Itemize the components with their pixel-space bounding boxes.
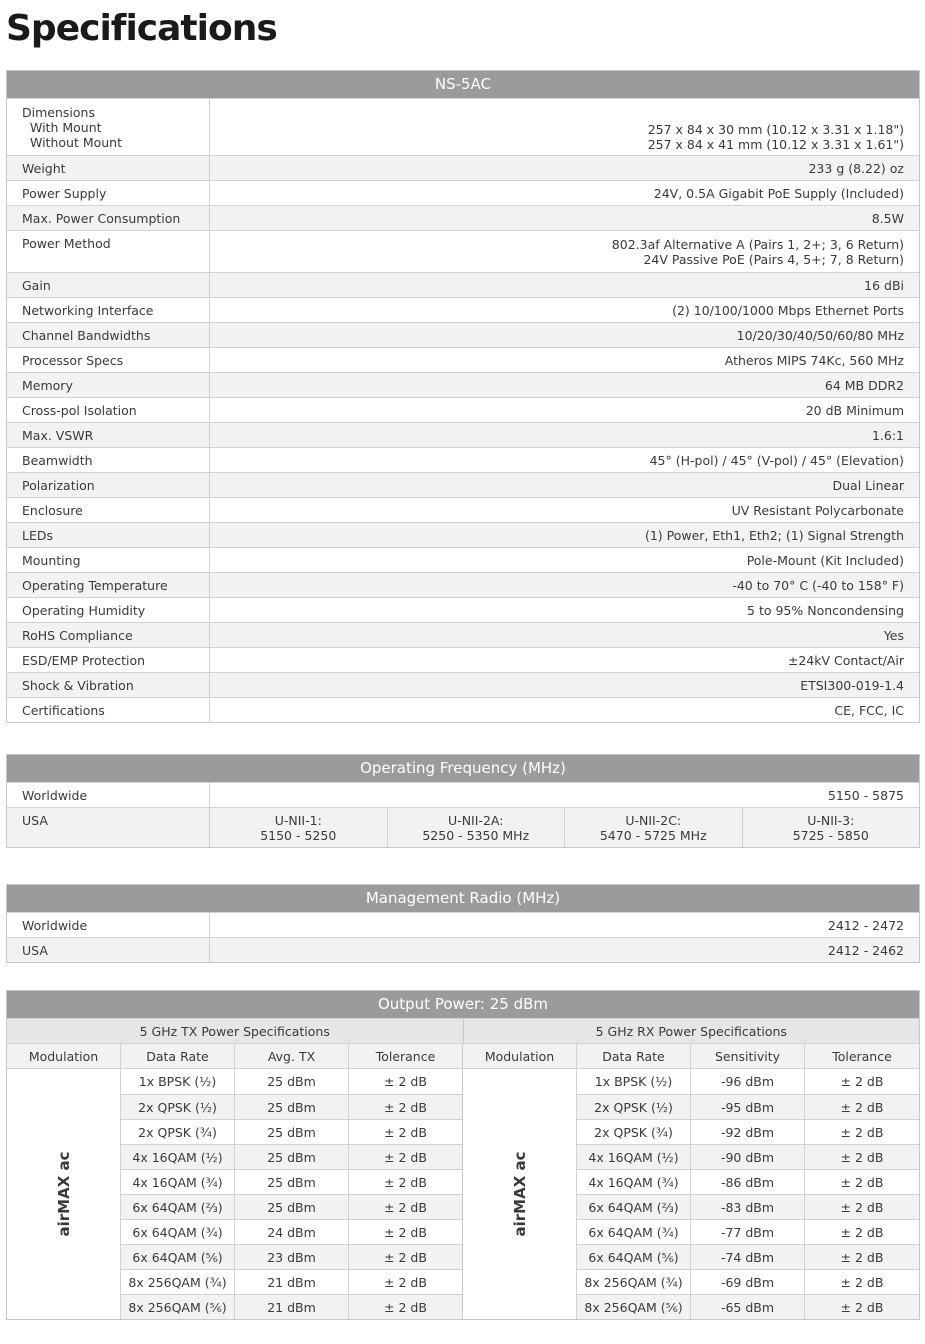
- tx-cell: 2x QPSK (½): [121, 1095, 235, 1119]
- rx-column-header: Data Rate: [577, 1044, 691, 1068]
- with-mount-value: 257 x 84 x 30 mm (10.12 x 3.31 x 1.18"): [647, 122, 904, 137]
- rx-cell: ± 2 dB: [840, 1225, 884, 1240]
- rx-cell: 4x 16QAM (¾): [577, 1170, 691, 1194]
- table-row: [577, 1194, 919, 1219]
- worldwide-value: 5150 - 5875: [827, 787, 904, 803]
- table-row: [7, 572, 919, 597]
- tx-cell: ± 2 dB: [384, 1074, 427, 1089]
- table-row: [7, 782, 919, 807]
- row-label: Memory: [7, 373, 210, 397]
- table-row: [577, 1269, 919, 1294]
- table-row: [121, 1169, 462, 1194]
- tx-cell: 25 dBm: [235, 1195, 349, 1219]
- rx-cell: 8x 256QAM (⅚): [577, 1295, 691, 1319]
- table-row: [7, 322, 919, 347]
- row-label: Operating Temperature: [7, 573, 210, 597]
- row-value: 16 dBi: [864, 277, 904, 293]
- rx-spec-title: 5 GHz RX Power Specifications: [595, 1024, 787, 1039]
- band-name: U-NII-1:: [274, 812, 322, 828]
- tx-cell: 8x 256QAM (¾): [121, 1270, 235, 1294]
- table-row: [577, 1244, 919, 1269]
- row-value: 1.6:1: [871, 427, 904, 443]
- rx-cell: ± 2 dB: [840, 1175, 884, 1190]
- rx-cell: -74 dBm: [691, 1245, 805, 1269]
- tx-cell: 24 dBm: [235, 1220, 349, 1244]
- usa-band-cell: [210, 808, 388, 847]
- row-value: Atheros MIPS 74Kc, 560 MHz: [724, 352, 904, 368]
- row-value: ±24kV Contact/Air: [787, 652, 904, 668]
- tx-cell: ± 2 dB: [384, 1200, 427, 1215]
- without-mount-value: 257 x 84 x 41 mm (10.12 x 3.31 x 1.61"): [647, 137, 904, 152]
- rx-cell: -95 dBm: [691, 1095, 805, 1119]
- row-label: Worldwide: [7, 913, 210, 937]
- row-label: Gain: [7, 273, 210, 297]
- rx-column-header: Sensitivity: [691, 1044, 805, 1068]
- tx-column-header: Modulation: [7, 1044, 121, 1068]
- rx-cell: -92 dBm: [691, 1120, 805, 1144]
- row-label: Certifications: [7, 698, 210, 722]
- tx-modulation-label: airMAX ac: [54, 1151, 73, 1237]
- management-radio-table: [6, 884, 920, 963]
- table-row: [121, 1069, 462, 1094]
- table-row: [7, 522, 919, 547]
- table-row: [7, 937, 919, 962]
- rx-cell: -96 dBm: [691, 1069, 805, 1094]
- rx-cell: -69 dBm: [691, 1270, 805, 1294]
- tx-cell: 21 dBm: [235, 1295, 349, 1319]
- row-label: Max. VSWR: [7, 423, 210, 447]
- usa-label: USA: [7, 808, 210, 847]
- table-row: [7, 180, 919, 205]
- tx-cell: ± 2 dB: [384, 1125, 427, 1140]
- row-value: ETSI300-019-1.4: [800, 677, 904, 693]
- table-row: [7, 205, 919, 230]
- tx-column-header: Avg. TX: [235, 1044, 349, 1068]
- without-mount-label: Without Mount: [30, 134, 123, 150]
- table-row: [577, 1069, 919, 1094]
- rx-column-header: Modulation: [463, 1044, 577, 1068]
- tx-cell: 23 dBm: [235, 1245, 349, 1269]
- rx-cell: ± 2 dB: [840, 1100, 884, 1115]
- band-range: 5725 - 5850: [792, 827, 869, 843]
- table-row: [121, 1094, 462, 1119]
- table-row: [7, 807, 919, 847]
- rx-cell: 6x 64QAM (¾): [577, 1220, 691, 1244]
- rx-cell: ± 2 dB: [840, 1300, 884, 1315]
- table-row: [7, 672, 919, 697]
- row-label: LEDs: [7, 523, 210, 547]
- table-row: [7, 230, 919, 272]
- table-row: [121, 1244, 462, 1269]
- row-label: Beamwidth: [7, 448, 210, 472]
- row-value: 64 MB DDR2: [824, 377, 904, 393]
- table-row: [577, 1169, 919, 1194]
- row-value: Pole-Mount (Kit Included): [746, 552, 904, 568]
- row-label: Processor Specs: [7, 348, 210, 372]
- tx-cell: 8x 256QAM (⅚): [121, 1295, 235, 1319]
- usa-band-cell: [565, 808, 743, 847]
- band-name: U-NII-3:: [807, 812, 855, 828]
- rx-cell: ± 2 dB: [840, 1074, 884, 1089]
- row-label: Channel Bandwidths: [7, 323, 210, 347]
- tx-table: [7, 1069, 463, 1319]
- table-row: [121, 1144, 462, 1169]
- tx-column-header: Data Rate: [121, 1044, 235, 1068]
- row-value: (2) 10/100/1000 Mbps Ethernet Ports: [672, 302, 904, 318]
- table-row: [7, 497, 919, 522]
- rx-cell: 6x 64QAM (⅚): [577, 1245, 691, 1269]
- tx-cell: 25 dBm: [235, 1120, 349, 1144]
- band-name: U-NII-2C:: [625, 812, 682, 828]
- row-label: ESD/EMP Protection: [7, 648, 210, 672]
- with-mount-label: With Mount: [30, 119, 102, 135]
- row-label: Enclosure: [7, 498, 210, 522]
- table-row: [577, 1144, 919, 1169]
- frequency-table-header: Operating Frequency (MHz): [7, 755, 919, 782]
- row-label: Weight: [7, 156, 210, 180]
- table-row: [7, 98, 919, 155]
- tx-cell: 25 dBm: [235, 1170, 349, 1194]
- row-label: RoHS Compliance: [7, 623, 210, 647]
- spec-table-header: NS-5AC: [7, 71, 919, 98]
- table-row: [7, 472, 919, 497]
- row-value: 2412 - 2462: [827, 942, 904, 958]
- tx-cell: 6x 64QAM (¾): [121, 1220, 235, 1244]
- row-label: Networking Interface: [7, 298, 210, 322]
- row-value: 20 dB Minimum: [805, 402, 904, 418]
- table-row: [7, 697, 919, 722]
- band-name: U-NII-2A:: [448, 812, 504, 828]
- table-row: [7, 597, 919, 622]
- row-label: Max. Power Consumption: [7, 206, 210, 230]
- tx-cell: 21 dBm: [235, 1270, 349, 1294]
- row-value: 233 g (8.22) oz: [808, 160, 904, 176]
- band-range: 5250 - 5350 MHz: [422, 827, 530, 843]
- rx-cell: -83 dBm: [691, 1195, 805, 1219]
- worldwide-label: Worldwide: [7, 783, 210, 807]
- rx-modulation-label: airMAX ac: [510, 1151, 529, 1237]
- table-row: [577, 1294, 919, 1319]
- rx-cell: ± 2 dB: [840, 1275, 884, 1290]
- rx-cell: 6x 64QAM (⅔): [577, 1195, 691, 1219]
- tx-cell: 1x BPSK (½): [121, 1069, 235, 1094]
- tx-cell: ± 2 dB: [384, 1300, 427, 1315]
- tx-cell: 25 dBm: [235, 1095, 349, 1119]
- rx-cell: ± 2 dB: [840, 1150, 884, 1165]
- table-row: [7, 447, 919, 472]
- table-row: [7, 547, 919, 572]
- rx-cell: ± 2 dB: [840, 1125, 884, 1140]
- rx-column-header: Tolerance: [832, 1049, 892, 1064]
- usa-band-cell: [743, 808, 920, 847]
- table-row: [7, 422, 919, 447]
- band-range: 5470 - 5725 MHz: [599, 827, 707, 843]
- rx-cell: ± 2 dB: [840, 1250, 884, 1265]
- tx-cell: ± 2 dB: [384, 1225, 427, 1240]
- table-row: [121, 1294, 462, 1319]
- row-label: Cross-pol Isolation: [7, 398, 210, 422]
- rx-cell: 8x 256QAM (¾): [577, 1270, 691, 1294]
- rx-cell: 1x BPSK (½): [577, 1069, 691, 1094]
- row-label: Mounting: [7, 548, 210, 572]
- table-row: [7, 272, 919, 297]
- row-value: CE, FCC, IC: [834, 702, 904, 718]
- rx-cell: -90 dBm: [691, 1145, 805, 1169]
- row-value: (1) Power, Eth1, Eth2; (1) Signal Strength: [644, 527, 904, 543]
- table-row: [7, 397, 919, 422]
- row-value: -40 to 70° C (-40 to 158° F): [732, 577, 904, 593]
- row-label: Polarization: [7, 473, 210, 497]
- tx-cell: 25 dBm: [235, 1145, 349, 1169]
- power-method-value-1: 802.3af Alternative A (Pairs 1, 2+; 3, 6 Return): [611, 236, 904, 252]
- frequency-table: [6, 754, 920, 848]
- table-row: [7, 647, 919, 672]
- rx-cell: 2x QPSK (¾): [577, 1120, 691, 1144]
- row-label: Power Supply: [7, 181, 210, 205]
- tx-cell: 2x QPSK (¾): [121, 1120, 235, 1144]
- row-value: Yes: [883, 627, 904, 643]
- tx-column-header: Tolerance: [375, 1049, 436, 1064]
- output-power-table: [6, 990, 920, 1320]
- page-title: Specifications: [6, 8, 277, 49]
- table-row: [7, 155, 919, 180]
- row-label: Shock & Vibration: [7, 673, 210, 697]
- row-value: 45° (H-pol) / 45° (V-pol) / 45° (Elevation): [649, 452, 904, 468]
- table-row: [577, 1219, 919, 1244]
- tx-cell: ± 2 dB: [384, 1275, 427, 1290]
- tx-cell: ± 2 dB: [384, 1175, 427, 1190]
- table-row: [577, 1094, 919, 1119]
- table-row: [7, 912, 919, 937]
- band-range: 5150 - 5250: [260, 827, 337, 843]
- management-radio-header: Management Radio (MHz): [7, 885, 919, 912]
- row-value: 10/20/30/40/50/60/80 MHz: [736, 327, 904, 343]
- tx-cell: ± 2 dB: [384, 1250, 427, 1265]
- row-value: 2412 - 2472: [827, 917, 904, 933]
- table-row: [577, 1119, 919, 1144]
- tx-cell: ± 2 dB: [384, 1150, 427, 1165]
- tx-cell: 6x 64QAM (⅔): [121, 1195, 235, 1219]
- power-method-label: Power Method: [7, 231, 210, 272]
- table-row: [7, 372, 919, 397]
- row-value: 24V, 0.5A Gigabit PoE Supply (Included): [653, 185, 904, 201]
- table-row: [121, 1219, 462, 1244]
- usa-band-cell: [388, 808, 566, 847]
- tx-cell: ± 2 dB: [384, 1100, 427, 1115]
- table-row: [121, 1269, 462, 1294]
- tx-cell: 4x 16QAM (¾): [121, 1170, 235, 1194]
- rx-table: [463, 1069, 919, 1319]
- rx-cell: -65 dBm: [691, 1295, 805, 1319]
- rx-cell: 4x 16QAM (½): [577, 1145, 691, 1169]
- row-label: Operating Humidity: [7, 598, 210, 622]
- tx-cell: 6x 64QAM (⅚): [121, 1245, 235, 1269]
- row-value: Dual Linear: [832, 477, 904, 493]
- table-row: [7, 297, 919, 322]
- row-value: 5 to 95% Noncondensing: [747, 602, 904, 618]
- table-row: [7, 347, 919, 372]
- tx-spec-title: 5 GHz TX Power Specifications: [7, 1019, 464, 1043]
- tx-cell: 4x 16QAM (½): [121, 1145, 235, 1169]
- row-value: UV Resistant Polycarbonate: [731, 502, 904, 518]
- row-value: 8.5W: [871, 210, 904, 226]
- rx-cell: 2x QPSK (½): [577, 1095, 691, 1119]
- output-power-header: Output Power: 25 dBm: [7, 991, 919, 1018]
- dimensions-label: Dimensions: [22, 104, 95, 120]
- tx-cell: 25 dBm: [235, 1069, 349, 1094]
- table-row: [121, 1194, 462, 1219]
- power-method-value-2: 24V Passive PoE (Pairs 4, 5+; 7, 8 Return): [643, 251, 904, 267]
- rx-cell: -86 dBm: [691, 1170, 805, 1194]
- row-label: USA: [7, 938, 210, 962]
- table-row: [7, 622, 919, 647]
- rx-cell: -77 dBm: [691, 1220, 805, 1244]
- spec-table: [6, 70, 920, 723]
- table-row: [121, 1119, 462, 1144]
- rx-cell: ± 2 dB: [840, 1200, 884, 1215]
